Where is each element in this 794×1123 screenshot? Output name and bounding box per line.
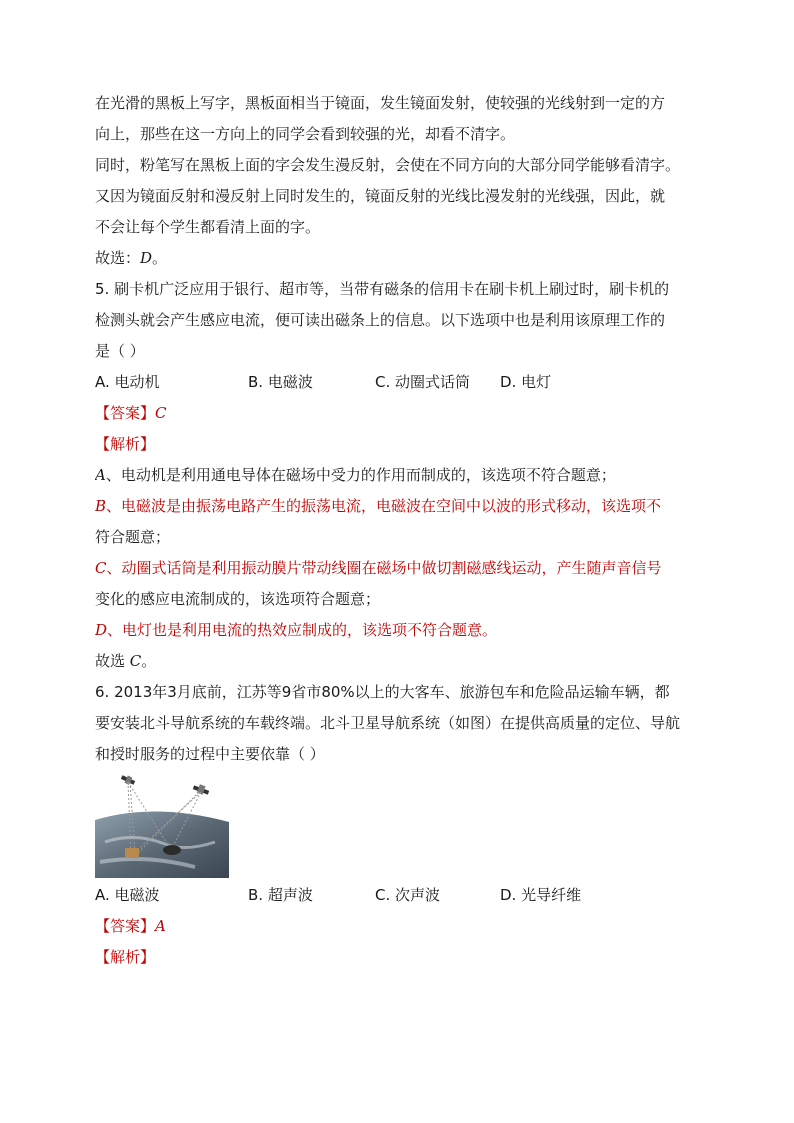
choice-end: 。 [152,249,168,267]
analysis-text: 、电磁波是由振荡电路产生的振荡电流，电磁波在空间中以波的形式移动，该选项不 [106,497,662,515]
answer-letter: A [155,917,166,935]
explanation-line: 又因为镜面反射和漫反射上同时发生的，镜面反射的光线比漫发射的光线强，因此，就 [95,187,666,205]
option-letter: B [95,497,107,515]
q6-stem-line: 要安装北斗导航系统的车载终端。北斗卫星导航系统（如图）在提供高质量的定位、导航 [95,714,681,732]
q5-analysis-c-cont: 变化的感应电流制成的，该选项符合题意； [95,590,381,608]
q5-option-a: A. 电动机 [95,373,160,391]
choice-letter: D [140,249,153,267]
q5-analysis-b-cont: 符合题意； [95,528,171,546]
q6-stem-line: 和授时服务的过程中主要依靠（ ） [95,745,325,763]
q5-stem-line: 是（ ） [95,342,145,360]
analysis-text: 、电动机是利用通电导体在磁场中受力的作用而制成的，该选项不符合题意； [105,466,616,484]
choice-end: 。 [141,652,157,670]
q5-options [95,367,707,398]
answer-letter: C [155,404,167,422]
q6-options [95,880,707,911]
q4-choice [95,243,707,274]
explanation-line: 在光滑的黑板上写字，黑板面相当于镜面，发生镜面发射，使较强的光线射到一定的方 [95,94,666,112]
q6-stem-line: 6. 2013年3月底前，江苏等9省市80%以上的大客车、旅游包车和危险品运输车辆，都 [95,683,670,701]
choice-label: 故选： [95,249,141,267]
q5-analysis-c [95,553,707,584]
q5-analysis-label: 【解析】 [95,435,156,453]
q6-answer [95,911,707,942]
option-letter: D [95,621,108,639]
q5-option-c: C. 动圈式话筒 [375,373,471,391]
answer-label: 【答案】 [95,917,156,935]
q5-analysis-d [95,615,707,646]
explanation-line: 同时，粉笔写在黑板上面的字会发生漫反射，会使在不同方向的大部分同学能够看清字。 [95,156,681,174]
q5-stem-line: 检测头就会产生感应电流，便可读出磁条上的信息。以下选项中也是利用该原理工作的 [95,311,666,329]
q5-analysis-a [95,460,707,491]
q6-analysis-label: 【解析】 [95,948,156,966]
satellite-illustration [95,772,229,878]
q5-option-d: D. 电灯 [500,373,552,391]
q6-option-d: D. 光导纤维 [500,886,582,904]
choice-letter: C [129,652,142,670]
vehicle-truck-icon [125,848,139,858]
answer-label: 【答案】 [95,404,156,422]
satellite-navigation-figure [95,772,229,878]
explanation-line: 不会让每个学生都看清上面的字。 [95,218,321,236]
analysis-text: 、电灯也是利用电流的热效应制成的，该选项不符合题意。 [107,621,498,639]
q5-answer [95,398,707,429]
q5-stem-line: 5. 刷卡机广泛应用于银行、超市等，当带有磁条的信用卡在刷卡机上刷过时，刷卡机的 [95,280,670,298]
q6-option-b: B. 超声波 [248,886,313,904]
option-letter: A [95,466,106,484]
analysis-text: 、动圈式话筒是利用振动膜片带动线圈在磁场中做切割磁感线运动，产生随声音信号 [106,559,662,577]
q5-choice [95,646,707,677]
q5-option-b: B. 电磁波 [248,373,313,391]
q5-analysis-b [95,491,707,522]
option-letter: C [95,559,107,577]
explanation-line: 向上，那些在这一方向上的同学会看到较强的光，却看不清字。 [95,125,516,143]
document-page [95,88,707,973]
choice-label: 故选 [95,652,130,670]
q6-option-a: A. 电磁波 [95,886,160,904]
q6-option-c: C. 次声波 [375,886,441,904]
vehicle-car-icon [163,845,181,855]
